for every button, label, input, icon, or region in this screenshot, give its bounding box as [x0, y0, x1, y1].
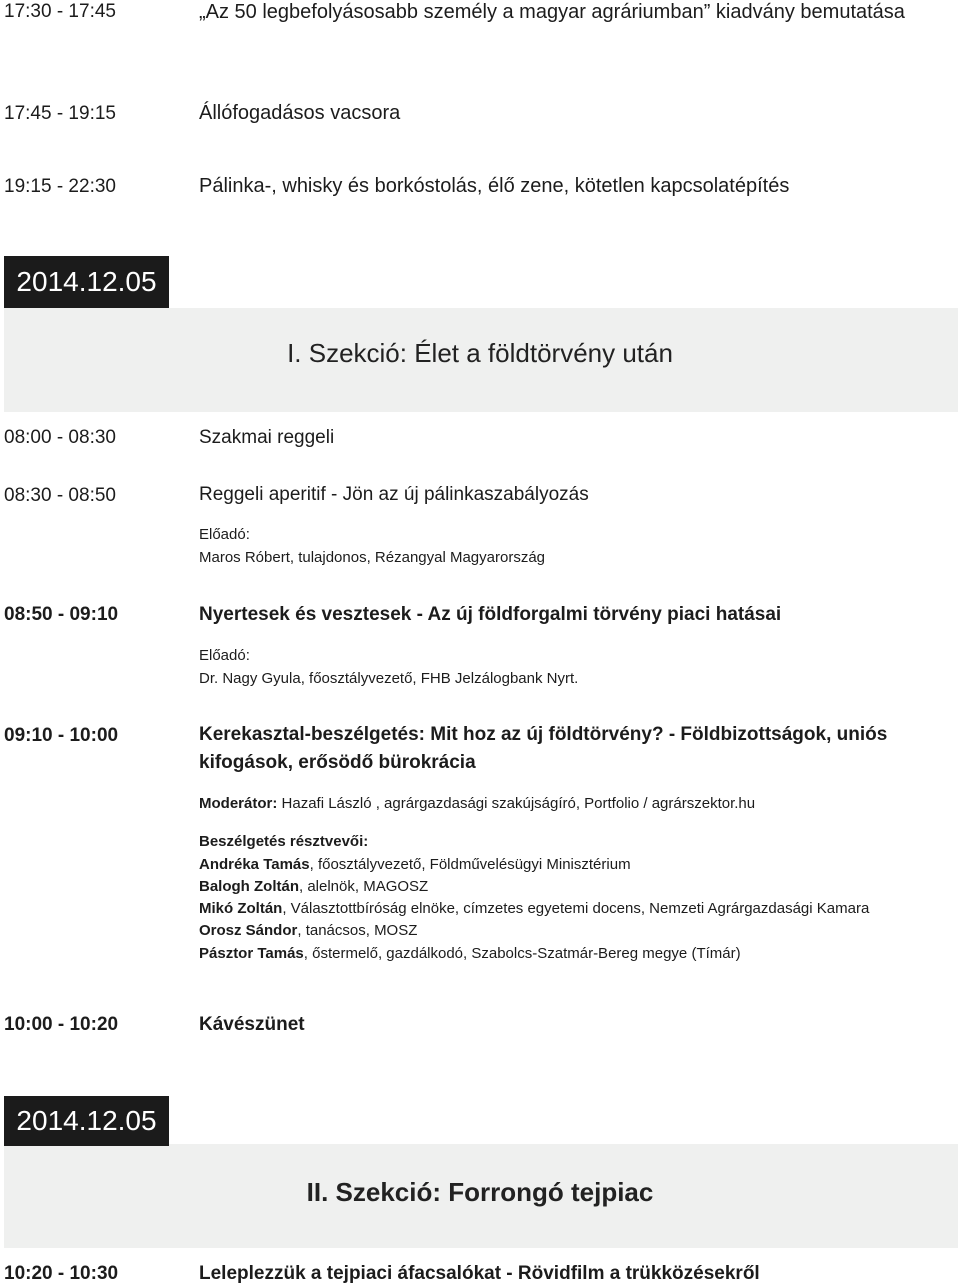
date-badge: 2014.12.05 — [4, 256, 169, 308]
participant — [199, 900, 869, 917]
speaker-name: Maros Róbert, tulajdonos, Rézangyal Magyarország — [199, 549, 546, 566]
schedule-time: 08:30 - 08:50 — [4, 485, 116, 506]
schedule-time: 09:10 - 10:00 — [4, 725, 119, 746]
participant — [199, 945, 741, 962]
schedule-time: 08:50 - 09:10 — [4, 604, 119, 625]
schedule-time: 19:15 - 22:30 — [4, 176, 116, 197]
schedule-time: 17:45 - 19:15 — [4, 103, 116, 124]
participant-name: Orosz Sándor — [199, 922, 298, 939]
participant-role: , tanácsos, MOSZ — [297, 922, 418, 939]
section-title: I. Szekció: Élet a földtörvény után — [287, 338, 673, 368]
schedule-time: 17:30 - 17:45 — [4, 1, 116, 22]
schedule-title: „Az 50 legbefolyásosabb személy a magyar agráriumban” kiadvány bemutatása — [199, 1, 905, 23]
participant-role: , őstermelő, gazdálkodó, Szabolcs-Szatmár-Bereg megye (Tímár) — [303, 945, 741, 962]
participant — [199, 878, 428, 895]
date-badge: 2014.12.05 — [4, 1096, 169, 1146]
schedule-title: Leleplezzük a tejpiaci áfacsalókat - Rövidfilm a trükközésekről — [199, 1263, 760, 1284]
participant-name: Mikó Zoltán — [199, 900, 283, 917]
schedule-time: 10:00 - 10:20 — [4, 1014, 119, 1035]
participants-label: Beszélgetés résztvevői: — [199, 833, 369, 850]
moderator-name: Hazafi László , agrárgazdasági szakújságíró, Portfolio / agrárszektor.hu — [281, 795, 756, 812]
schedule-time: 08:00 - 08:30 — [4, 427, 116, 448]
schedule-title: Állófogadásos vacsora — [199, 102, 401, 124]
participant — [199, 856, 631, 873]
section-title: II. Szekció: Forrongó tejpiac — [306, 1177, 654, 1207]
schedule-time: 10:20 - 10:30 — [4, 1263, 119, 1284]
participant-role: , Választottbíróság elnöke, címzetes egyetemi docens, Nemzeti Agrárgazdasági Kamara — [282, 900, 870, 917]
speaker-label: Előadó: — [199, 526, 250, 543]
participant-name: Andréka Tamás — [199, 856, 310, 873]
schedule-title-line2: kifogások, erősödő bürokrácia — [199, 752, 476, 773]
schedule-title: Pálinka-, whisky és borkóstolás, élő zene, kötetlen kapcsolatépítés — [199, 175, 790, 197]
schedule-title: Kávészünet — [199, 1014, 305, 1035]
schedule-title: Reggeli aperitif - Jön az új pálinkaszabályozás — [199, 484, 589, 505]
participant-name: Balogh Zoltán — [199, 878, 299, 895]
moderator-label: Moderátor: — [199, 795, 278, 812]
participant — [199, 922, 417, 939]
participant-role: , alelnök, MAGOSZ — [299, 878, 429, 895]
schedule-title: Szakmai reggeli — [199, 427, 335, 448]
schedule-title: Nyertesek és vesztesek - Az új földforgalmi törvény piaci hatásai — [199, 604, 782, 625]
moderator-line — [199, 795, 755, 812]
speaker-label: Előadó: — [199, 647, 250, 664]
participant-name: Pásztor Tamás — [199, 945, 304, 962]
schedule-title-line1: Kerekasztal-beszélgetés: Mit hoz az új földtörvény? - Földbizottságok, uniós — [199, 724, 888, 745]
speaker-name: Dr. Nagy Gyula, főosztályvezető, FHB Jelzálogbank Nyrt. — [199, 670, 579, 687]
participant-role: , főosztályvezető, Földművelésügyi Minisztérium — [309, 856, 631, 873]
